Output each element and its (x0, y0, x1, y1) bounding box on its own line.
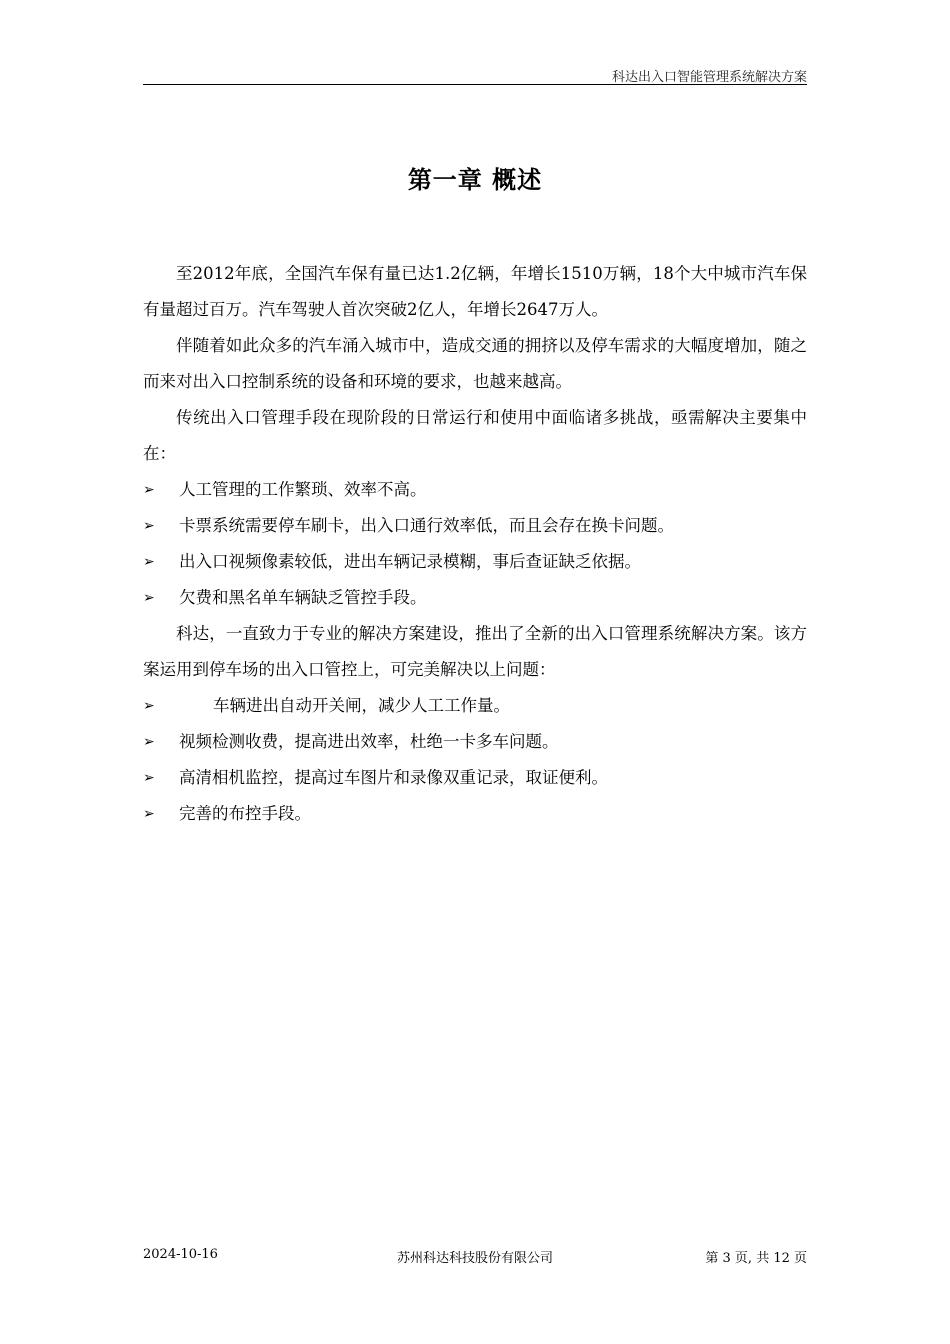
solution-text: 车辆进出自动开关闸，减少人工工作量。 (213, 696, 510, 715)
solution-text: 完善的布控手段。 (179, 804, 311, 823)
arrow-bullet-icon: ➢ (143, 518, 155, 534)
arrow-bullet-icon: ➢ (143, 806, 155, 822)
arrow-bullet-icon: ➢ (143, 734, 155, 750)
document-body (143, 256, 807, 832)
solution-text: 视频检测收费，提高进出效率，杜绝一卡多车问题。 (179, 732, 559, 751)
list-item (143, 544, 807, 580)
chapter-title: 第一章 概述 (407, 166, 543, 194)
page-footer (143, 1247, 807, 1267)
header-rule (143, 84, 807, 85)
arrow-bullet-icon: ➢ (143, 482, 155, 498)
arrow-bullet-icon: ➢ (143, 770, 155, 786)
arrow-bullet-icon: ➢ (143, 698, 155, 714)
paragraph-stats: 至2012年底，全国汽车保有量已达1.2亿辆，年增长1510万辆，18个大中城市汽车保有量超过百万。汽车驾驶人首次突破2亿人，年增长2647万人。 (143, 264, 807, 319)
list-item (143, 796, 807, 832)
arrow-bullet-icon: ➢ (143, 590, 155, 606)
footer-company: 苏州科达科技股份有限公司 (396, 1251, 553, 1266)
paragraph-demand: 伴随着如此众多的汽车涌入城市中，造成交通的拥挤以及停车需求的大幅度增加，随之而来对出入口控制系统的设备和环境的要求，也越来越高。 (143, 336, 807, 391)
list-item (143, 580, 807, 616)
footer-date: 2024-10-16 (143, 1247, 218, 1262)
challenge-text: 出入口视频像素较低，进出车辆记录模糊，事后查证缺乏依据。 (179, 552, 641, 571)
footer-page-number: 第 3 页, 共 12 页 (705, 1251, 807, 1266)
solution-text: 高清相机监控，提高过车图片和录像双重记录，取证便利。 (179, 768, 608, 787)
arrow-bullet-icon: ➢ (143, 554, 155, 570)
page-header-title: 科达出入口智能管理系统解决方案 (611, 70, 807, 85)
list-item (143, 688, 807, 724)
paragraph-challenges-intro: 传统出入口管理手段在现阶段的日常运行和使用中面临诸多挑战，亟需解决主要集中在： (143, 408, 807, 463)
list-item (143, 760, 807, 796)
list-item (143, 724, 807, 760)
paragraph-solution-intro: 科达，一直致力于专业的解决方案建设，推出了全新的出入口管理系统解决方案。该方案运用到停车场的出入口管控上，可完美解决以上问题： (143, 624, 807, 679)
list-item (143, 508, 807, 544)
challenge-text: 卡票系统需要停车刷卡，出入口通行效率低，而且会存在换卡问题。 (179, 516, 674, 535)
challenge-text: 欠费和黑名单车辆缺乏管控手段。 (179, 588, 427, 607)
list-item (143, 472, 807, 508)
challenge-text: 人工管理的工作繁琐、效率不高。 (179, 480, 427, 499)
